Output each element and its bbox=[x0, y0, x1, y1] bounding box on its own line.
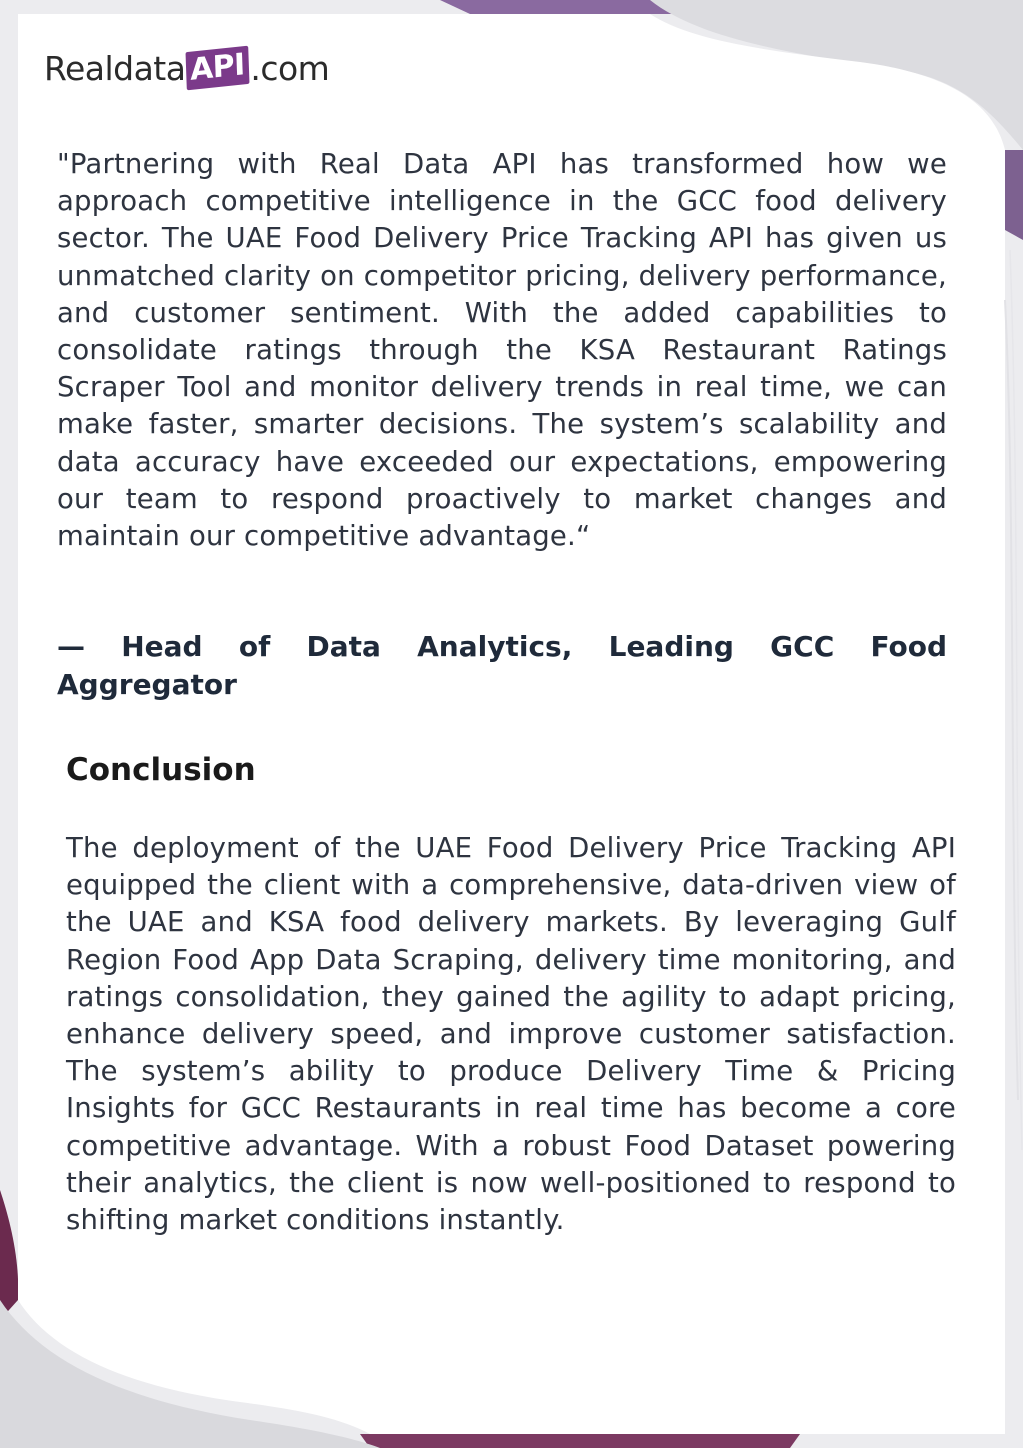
logo-text-left: Realdata bbox=[44, 48, 186, 88]
testimonial-attribution: — Head of Data Analytics, Leading GCC Food Aggregator bbox=[57, 630, 947, 701]
brand-logo[interactable] bbox=[44, 44, 329, 92]
logo-text-right: .com bbox=[250, 48, 330, 88]
conclusion-heading: Conclusion bbox=[66, 752, 256, 788]
conclusion-body: The deployment of the UAE Food Delivery Price Tracking API equipped the client with a comprehensive, data-driven view of the UAE and KSA food delivery markets. By leveraging Gulf Region Food App Data Scraping, delivery time monitoring, and ratings consolidation, they gained the agility to adapt pricing, enhance delivery speed, and improve customer satisfaction. The system’s ability to produce Delivery Time & Pricing Insights for GCC Restaurants in real time has become a core competitive advantage. With a robust Food Dataset powering their analytics, the client is now well-positioned to respond to shifting market conditions instantly. bbox=[66, 832, 956, 1237]
testimonial-quote: "Partnering with Real Data API has transformed how we approach competitive intelligence in the GCC food delivery sector. The UAE Food Delivery Price Tracking API has given us unmatched clarity on competitor pricing, delivery performance, and customer sentiment. With the added capabilities to consolidate ratings through the KSA Restaurant Ratings Scraper Tool and monitor delivery trends in real time, we can make faster, smarter decisions. The system’s scalability and data accuracy have exceeded our expectations, empowering our team to respond proactively to market changes and maintain our competitive advantage.“ bbox=[57, 148, 947, 553]
logo-api-badge: API bbox=[186, 46, 250, 91]
